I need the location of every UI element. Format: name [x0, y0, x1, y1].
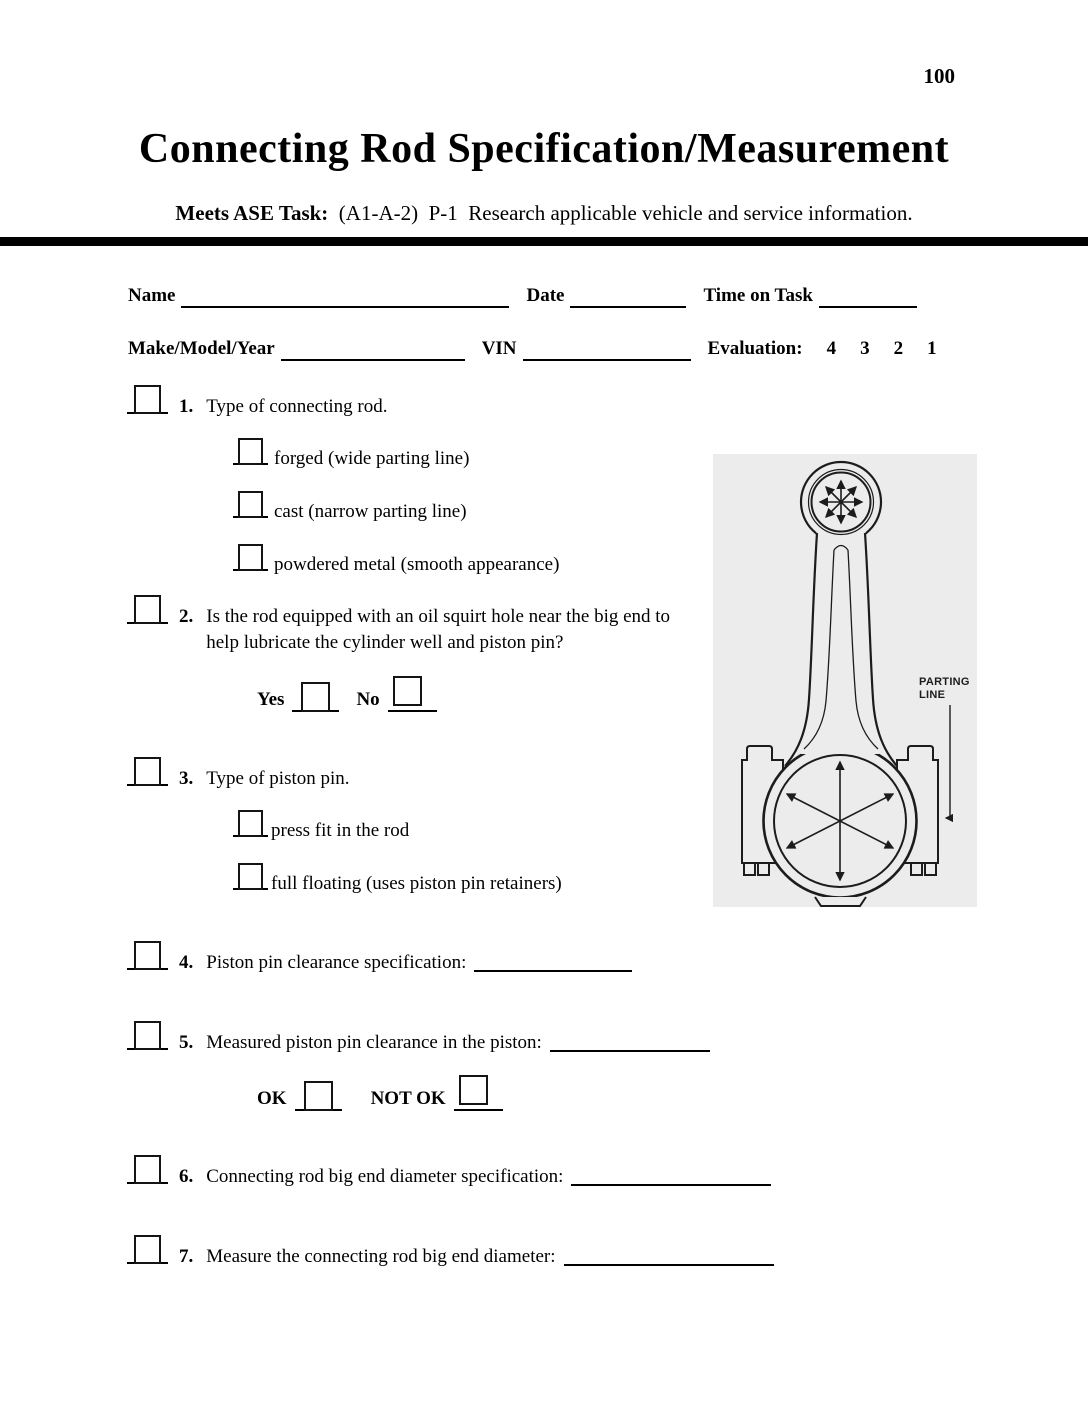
checkbox-icon	[134, 595, 161, 624]
item-4-number: 4.	[179, 952, 194, 973]
evaluation-score-4[interactable]: 4	[826, 338, 837, 359]
name-label: Name	[128, 285, 176, 306]
item-4	[127, 941, 632, 976]
item-6-checkbox[interactable]	[127, 1155, 168, 1184]
full-floating-checkbox[interactable]	[233, 863, 268, 890]
cast-label: cast (narrow parting line)	[274, 501, 467, 522]
item-7-number: 7.	[179, 1246, 194, 1267]
cast-checkbox[interactable]	[233, 491, 268, 518]
checkbox-icon	[134, 385, 161, 414]
yes-checkbox[interactable]	[292, 682, 339, 712]
item-3-number: 3.	[179, 768, 194, 789]
item-2-answer-row	[257, 676, 437, 712]
item-3	[127, 757, 350, 792]
checkbox-icon	[238, 863, 263, 890]
item-6-text: Connecting rod big end diameter specification:	[206, 1166, 564, 1187]
evaluation-score-2[interactable]: 2	[893, 338, 904, 359]
vin-label: VIN	[481, 338, 517, 359]
item-2-text: Is the rod equipped with an oil squirt hole near the big end to help lubricate the cylinder well and piston pin?	[206, 606, 671, 653]
item-2	[127, 595, 676, 656]
item-1-option-powdered	[233, 544, 559, 578]
item-7-checkbox[interactable]	[127, 1235, 168, 1264]
date-blank[interactable]	[570, 284, 686, 308]
item-1-checkbox[interactable]	[127, 385, 168, 414]
item-3-checkbox[interactable]	[127, 757, 168, 786]
checkbox-icon	[134, 1021, 161, 1050]
checkbox-icon	[459, 1075, 488, 1105]
full-floating-label: full floating (uses piston pin retainers)	[271, 873, 562, 894]
item-1-option-forged	[233, 438, 469, 472]
ase-task-label: Meets ASE Task:	[175, 201, 329, 225]
name-blank[interactable]	[181, 284, 509, 308]
item-4-answer-blank[interactable]	[474, 970, 632, 972]
item-1-option-cast	[233, 491, 467, 525]
item-5-number: 5.	[179, 1032, 194, 1053]
ase-task-text: (A1-A-2) P-1 Research applicable vehicle and service information.	[328, 201, 913, 225]
evaluation-score-3[interactable]: 3	[860, 338, 870, 359]
item-2-number: 2.	[179, 606, 194, 627]
item-7-text: Measure the connecting rod big end diameter:	[206, 1246, 556, 1267]
item-4-text: Piston pin clearance specification:	[206, 952, 467, 973]
checkbox-icon	[238, 810, 263, 837]
item-5-line	[206, 1030, 710, 1056]
item-3-option-press-fit	[233, 810, 409, 844]
make-model-year-label: Make/Model/Year	[128, 338, 275, 359]
checkbox-icon	[301, 682, 330, 712]
item-7-answer-blank[interactable]	[564, 1264, 774, 1266]
connecting-rod-figure	[713, 454, 977, 907]
not-ok-label: NOT OK	[370, 1088, 446, 1109]
page-title: Connecting Rod Specification/Measurement	[138, 126, 950, 172]
item-5-answer-row	[257, 1075, 503, 1111]
ase-task-line	[0, 201, 1088, 226]
evaluation-label: Evaluation:	[707, 338, 803, 359]
yes-label: Yes	[257, 689, 285, 710]
item-7	[127, 1235, 774, 1270]
time-on-task-label: Time on Task	[703, 285, 813, 306]
powdered-metal-label: powdered metal (smooth appearance)	[274, 554, 560, 575]
checkbox-icon	[238, 438, 263, 465]
item-3-text: Type of piston pin.	[206, 768, 350, 789]
divider-rule	[0, 237, 1088, 246]
date-label: Date	[526, 285, 565, 306]
checkbox-icon	[134, 1235, 161, 1264]
checkbox-icon	[393, 676, 422, 706]
vehicle-row	[128, 337, 937, 361]
vin-blank[interactable]	[523, 337, 691, 361]
checkbox-icon	[238, 544, 263, 571]
ok-checkbox[interactable]	[295, 1081, 342, 1111]
make-model-year-blank[interactable]	[281, 337, 465, 361]
item-6	[127, 1155, 771, 1190]
no-label: No	[356, 689, 380, 710]
item-6-answer-blank[interactable]	[571, 1184, 771, 1186]
evaluation-score-1[interactable]: 1	[927, 338, 937, 359]
item-6-number: 6.	[179, 1166, 194, 1187]
time-on-task-blank[interactable]	[819, 284, 917, 308]
checkbox-icon	[238, 491, 263, 518]
item-1-text: Type of connecting rod.	[206, 396, 388, 417]
press-fit-checkbox[interactable]	[233, 810, 268, 837]
press-fit-label: press fit in the rod	[271, 820, 410, 841]
item-5-text: Measured piston pin clearance in the piston:	[206, 1032, 542, 1053]
checkbox-icon	[134, 941, 161, 970]
no-checkbox[interactable]	[388, 676, 437, 712]
forged-label: forged (wide parting line)	[274, 448, 470, 469]
checkbox-icon	[134, 1155, 161, 1184]
checkbox-icon	[134, 757, 161, 786]
item-1-number: 1.	[179, 396, 194, 417]
forged-checkbox[interactable]	[233, 438, 268, 465]
item-2-checkbox[interactable]	[127, 595, 168, 624]
name-date-row	[128, 284, 917, 308]
item-5-checkbox[interactable]	[127, 1021, 168, 1050]
item-4-line	[206, 950, 632, 976]
page-number: 100	[923, 64, 955, 88]
item-4-checkbox[interactable]	[127, 941, 168, 970]
item-7-line	[206, 1244, 773, 1270]
ok-label: OK	[257, 1088, 287, 1109]
powdered-metal-checkbox[interactable]	[233, 544, 268, 571]
item-5-answer-blank[interactable]	[550, 1050, 710, 1052]
item-5	[127, 1021, 710, 1056]
checkbox-icon	[304, 1081, 333, 1111]
item-1	[127, 385, 387, 420]
parting-line-label: PARTING LINE	[919, 676, 970, 702]
item-3-option-full-floating	[233, 863, 562, 897]
not-ok-checkbox[interactable]	[454, 1075, 503, 1111]
item-6-line	[206, 1164, 771, 1190]
